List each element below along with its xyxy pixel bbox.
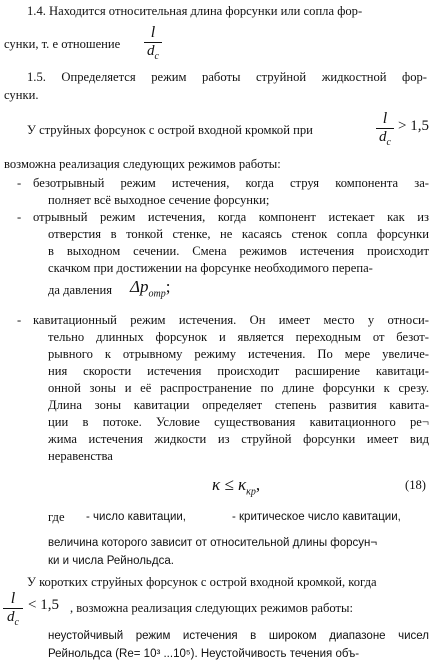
bullet-3-line-3: рывного к отрывному режиму истечения. По мере увеличе- — [48, 347, 429, 361]
fraction-l-over-dc: l $d_c$ — [143, 24, 163, 65]
bullet-2-line-3: в выходном сечении. Смена режимов истечения происходит — [48, 244, 429, 258]
bullet-3-line-9: неравенства — [48, 449, 113, 463]
unstable-mode-line-1: неустойчивый режим истечения в широком диапазоне чисел — [48, 630, 429, 642]
cavitation-inequality: $\kappa \le \kappa_{кр}$, — [212, 475, 261, 498]
fraction-l-over-dc-2: l $d_c$ — [375, 110, 395, 151]
bullet-2-line-1: отрывный режим истечения, когда компонент истекает как из — [33, 210, 429, 224]
line-1-5: 1.5. Определяется режим работы струйной жидкостной фор- — [27, 70, 427, 84]
bullet-dash: - — [17, 176, 22, 190]
line-sharp-edge: У струйных форсунок с острой входной кромкой при — [27, 123, 313, 137]
bullet-3-line-2: тельно длинных форсунок и является переходным от безот- — [48, 330, 429, 344]
bullet-1-line-2: полняет всё выходное сечение форсунки; — [48, 193, 270, 207]
bullet-dash: - — [17, 313, 22, 327]
line-1-5-cont: сунки. — [4, 88, 39, 102]
bullet-2-line-2: отверстия в тонкой стенке, не касаясь стенок сопла форсунки — [48, 227, 429, 241]
bullet-dash: - — [17, 210, 22, 224]
bullet-2-line-5: да давления — [48, 283, 113, 297]
where-kappa-kr-desc: - критическое число кавитации, — [232, 511, 401, 523]
bullet-3-line-6: Длина зоны кавитации определяет степень развития кавита- — [48, 398, 429, 412]
line-ratio-text: сунки, т. е отношение — [4, 37, 121, 51]
lt-1-5: < 1,5 — [28, 597, 59, 613]
delta-p-otr: $\Delta p_{отр}$; — [130, 277, 171, 300]
value-depends-line-2: ки и числа Рейнольдса. — [48, 555, 174, 567]
where-label: где — [48, 510, 65, 524]
where-kappa-desc: - число кавитации, — [86, 511, 186, 523]
gt-1-5: > 1,5 — [398, 118, 429, 134]
unstable-mode-line-2: Рейнольдса (Re= 10³ ...10⁵). Неустойчивость течения объ- — [48, 648, 360, 660]
short-nozzles-modes: , возможна реализация следующих режимов работы: — [70, 601, 354, 615]
bullet-3-line-4: ния скорости истечения происходит расширение кавитаци- — [48, 364, 429, 378]
fraction-l-over-dc-3: l $d_c$ — [2, 590, 24, 631]
bullet-3-line-8: жима истечения жидкости из струйной форсунки имеет вид — [48, 432, 429, 446]
bullet-3-line-7: ции в потоке. Условие существования кавитационного ре¬ — [48, 415, 429, 429]
bullet-3-line-1: кавитационный режим истечения. Он имеет место у относи- — [33, 313, 429, 327]
line-modes-intro: возможна реализация следующих режимов работы: — [4, 157, 281, 171]
bullet-2-line-4: скачком при достижении на форсунке необходимого перепа- — [48, 261, 373, 275]
line-1-4: 1.4. Находится относительная длина форсунки или сопла фор- — [27, 4, 363, 18]
short-nozzles-line: У коротких струйных форсунок с острой входной кромкой, когда — [27, 575, 377, 589]
value-depends-line-1: величина которого зависит от относительной длины форсун¬ — [48, 537, 378, 549]
bullet-3-line-5: онной зоны и её распространение по длине форсунки к срезу. — [48, 381, 429, 395]
equation-number: (18) — [405, 478, 426, 492]
bullet-1-line-1: безотрывный режим истечения, когда струя компонента за- — [33, 176, 429, 190]
